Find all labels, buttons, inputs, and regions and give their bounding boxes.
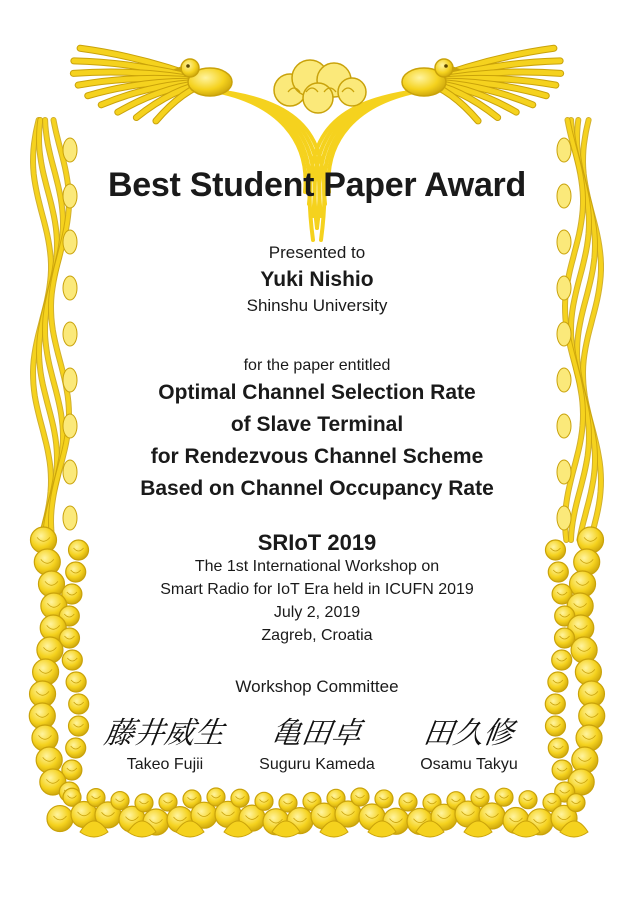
event-location: Zagreb, Croatia	[261, 627, 373, 644]
signature-kameda: 亀田卓	[269, 716, 364, 751]
event-date: July 2, 2019	[273, 604, 361, 621]
signer-name: Osamu Takyu	[420, 756, 518, 773]
event-name: SRIoT 2019	[257, 530, 377, 555]
paper-title-line: Optimal Channel Selection Rate	[158, 381, 476, 404]
presented-to-label: Presented to	[268, 243, 366, 262]
committee-label: Workshop Committee	[235, 677, 399, 696]
signature-fujii: 藤井威生	[102, 716, 227, 751]
paper-title-line: of Slave Terminal	[230, 413, 404, 436]
paper-intro-label: for the paper entitled	[243, 357, 391, 374]
signer-name: Takeo Fujii	[126, 756, 204, 773]
cloud-ornament-icon	[274, 60, 366, 113]
award-title: Best Student Paper Award	[108, 166, 526, 204]
signer-name: Suguru Kameda	[259, 756, 375, 773]
paper-title-line: Based on Channel Occupancy Rate	[140, 477, 494, 500]
event-detail-line: Smart Radio for IoT Era held in ICUFN 2019	[160, 581, 474, 598]
recipient-affiliation: Shinshu University	[246, 296, 388, 315]
signature-takyu: 田久修	[421, 716, 516, 751]
recipient-name: Yuki Nishio	[260, 268, 374, 291]
event-detail-line: The 1st International Workshop on	[194, 558, 440, 575]
paper-title-line: for Rendezvous Channel Scheme	[150, 445, 484, 468]
